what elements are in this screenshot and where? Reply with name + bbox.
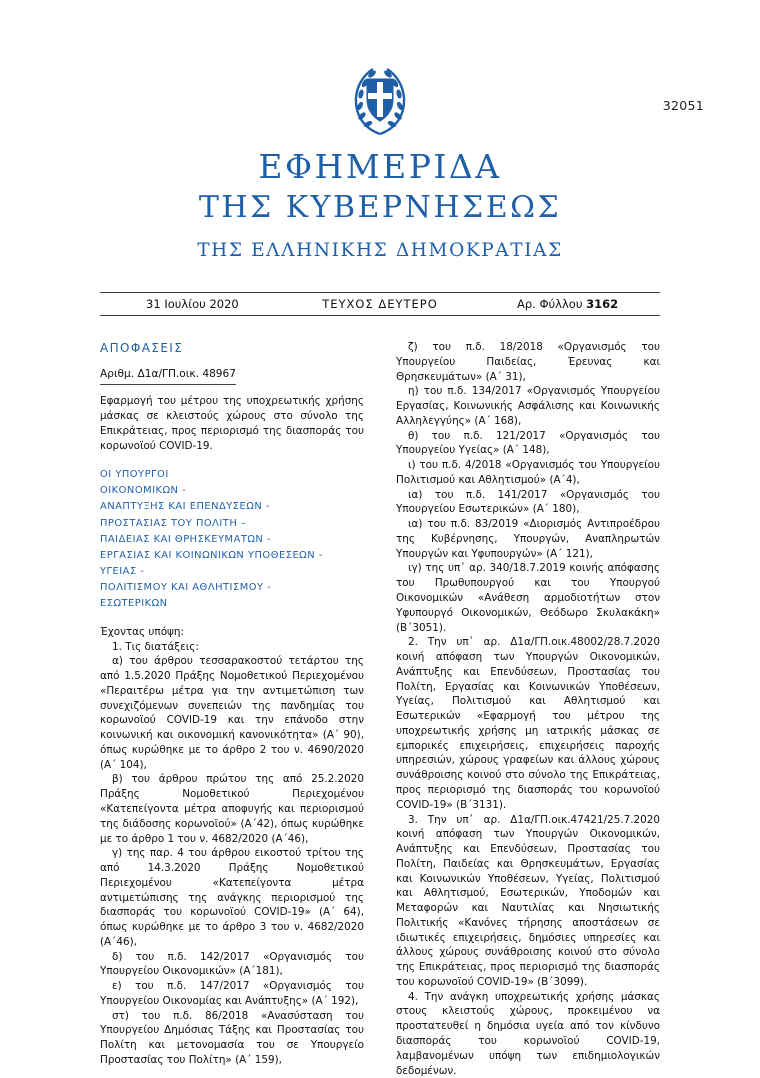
ministers-block <box>100 467 364 611</box>
paragraph: η) του π.δ. 134/2017 «Οργανισμός Υπουργείου Εργασίας, Κοινωνικής Ασφάλισης και Κοινωνικής Αλληλεγγύης» (Α΄ 168), <box>396 385 660 427</box>
ministers-line: ΠΟΛΙΤΙΣΜΟΥ ΚΑΙ ΑΘΛΗΤΙΣΜΟΥ - <box>100 581 272 593</box>
paragraph: 4. Την ανάγκη υποχρεωτικής χρήσης μάσκας στους κλειστούς χώρους, προκειμένου να προστατευθεί η δημόσια υγεία από τον κίνδυνο διασποράς του κορωνοϊού COVID-19, λαμβανομένων υπόψη των επιδημιολογικών δεδομένων. <box>396 990 660 1077</box>
ministers-line: ΑΝΑΠΤΥΞΗΣ ΚΑΙ ΕΠΕΝΔΥΣΕΩΝ - <box>100 501 270 513</box>
issue-type: ΤΕΥΧΟΣ ΔΕΥΤΕΡΟ <box>322 297 438 311</box>
paragraph: ζ) του π.δ. 18/2018 «Οργανισμός του Υπουργείου Παιδείας, Έρευνας και Θρησκευμάτων» (Α΄ 31), <box>396 341 660 383</box>
right-column <box>396 340 660 1078</box>
issue-number-label: Αρ. Φύλλου <box>517 297 583 311</box>
left-column <box>100 340 364 1078</box>
ministers-line: ΠΑΙΔΕΙΑΣ ΚΑΙ ΘΡΗΣΚΕΥΜΑΤΩΝ - <box>100 533 271 545</box>
paragraph: ε) του π.δ. 147/2017 «Οργανισμός του Υπουργείου Οικονομίας και Ανάπτυξης» (Α΄ 192), <box>100 980 364 1007</box>
paragraph: ια) του π.δ. 83/2019 «Διορισμός Αντιπροέδρου της Κυβέρνησης, Υπουργών, Αναπληρωτών Υπουργών και Υφυπουργών» (Α΄ 121), <box>396 518 660 560</box>
paragraph: γ) της παρ. 4 του άρθρου εικοστού τρίτου της από 14.3.2020 Πράξης Νομοθετικού Περιεχομένου «Κατεπείγοντα μέτρα αντιμετώπισης της ανάγκης περιορισμού της διασποράς του κορωνοϊού COVID-19» (Α΄ 64), όπως κυρώθηκε με το άρθρο 3 του ν. 4682/2020 (Α΄46), <box>100 847 364 948</box>
paragraph: Έχοντας υπόψη: <box>100 625 184 638</box>
paragraph: ι) του π.δ. 4/2018 «Οργανισμός του Υπουργείου Πολιτισμού και Αθλητισμού» (Α΄4), <box>396 459 660 486</box>
masthead <box>0 148 760 261</box>
section-title-decisions: ΑΠΟΦΑΣΕΙΣ <box>100 341 184 355</box>
issue-number <box>475 297 660 311</box>
paragraph: 3. Την υπ᾽ αρ. Δ1α/ΓΠ.οικ.47421/25.7.2020 κοινή απόφαση των Υπουργών Οικονομικών, Ανάπτυξης και Επενδύσεων, Προστασίας του Πολίτη, Παιδείας και Θρησκευμάτων, Εργασίας και Κοινωνικών Υποθέσεων, Υγείας, Πολιτισμού και Αθλητισμού, Εσωτερικών, Υποδομών και Μεταφορών και Ναυτιλίας και Νησιωτικής Πολιτικής «Κανόνες τήρησης αποστάσεων σε ιδιωτικές επιχειρήσεις, δημόσιες υπηρεσίες και άλλους χώρους συνάθροισης κοινού στο σύνολο της Επικράτειας, προς περιορισμό της διασποράς του κορωνοϊού COVID-19» (Β΄3099). <box>396 813 660 988</box>
paragraph: δ) του π.δ. 142/2017 «Οργανισμός του Υπουργείου Οικονομικών» (Α΄181), <box>100 950 364 978</box>
paragraph: ια) του π.δ. 141/2017 «Οργανισμός του Υπουργείου Εσωτερικών» (Α΄ 180), <box>396 488 660 516</box>
paragraph: 1. Τις διατάξεις: <box>112 640 199 653</box>
ministers-line: ΕΣΩΤΕΡΙΚΩΝ <box>100 597 168 609</box>
hellenic-republic-emblem <box>349 62 411 136</box>
issue-date: 31 Ιουλίου 2020 <box>146 297 239 311</box>
paragraph: β) του άρθρου πρώτου της από 25.2.2020 Πράξης Νομοθετικού Περιεχομένου «Κατεπείγοντα μέτρα αποφυγής και περιορισμού της διάδοσης κορωνοϊού» (Α΄42), όπως κυρώθηκε με το άρθρο 1 του ν. 4682/2020 (Α΄46), <box>100 773 364 845</box>
paragraph: 2. Την υπ᾽ αρ. Δ1α/ΓΠ.οικ.48002/28.7.2020 κοινή απόφαση των Υπουργών Οικονομικών, Ανάπτυξης και Επενδύσεων, Προστασίας του Πολίτη, Εργασίας και Κοινωνικών Υποθέσεων, Υγείας, Πολιτισμού και Αθλητισμού και Εσωτερικών «Εφαρμογή του μέτρου της υποχρεωτικής χρήσης μη ιατρικής μάσκας σε εμπορικές επιχειρήσεις, επιχειρήσεις παροχής υπηρεσιών, χώρους γραφείων και άλλους χώρους συνάθροισης κοινού στο σύνολο της Επικράτειας, προς περιορισμό της διασποράς του κορωνοϊού COVID-19» (Β΄3131). <box>396 636 660 811</box>
paragraph: θ) του π.δ. 121/2017 «Οργανισμός του Υπουργείου Υγείας» (Α΄ 148), <box>396 429 660 457</box>
decision-number: Αριθμ. Δ1α/ΓΠ.οικ. 48967 <box>100 367 236 385</box>
issue-number-value: 3162 <box>586 297 619 311</box>
decision-summary: Εφαρμογή του μέτρου της υποχρεωτικής χρήσης μάσκας σε κλειστούς χώρους στο σύνολο της Επικράτειας, προς περιορισμό της διασποράς του κορωνοϊού COVID-19. <box>100 395 364 453</box>
emblem-container <box>0 62 760 140</box>
body-columns <box>100 340 660 1078</box>
paragraph: α) του άρθρου τεσσαρακοστού τετάρτου της από 1.5.2020 Πράξης Νομοθετικού Περιεχομένου «Περαιτέρω μέτρα για την αντιμετώπιση των συνεχιζόμενων συνεπειών της πανδημίας του κορωνοϊού COVID-19 και την επάνοδο στην κοινωνική και οικονομική κανονικότητα» (Α΄ 90), όπως κυρώθηκε με το άρθρο 2 του ν. 4690/2020 (Α΄ 104), <box>100 655 364 771</box>
paragraph: ιγ) της υπ᾽ αρ. 340/18.7.2019 κοινής απόφασης του Πρωθυπουργού και του Υπουργού Οικονομικών «Ανάθεση αρμοδιοτήτων στον Υφυπουργό Οικονομικών, Θεόδωρο Σκυλακάκη» (Β΄3051). <box>396 562 660 634</box>
ministers-line: ΠΡΟΣΤΑΣΙΑΣ ΤΟΥ ΠΟΛΙΤΗ – <box>100 517 247 529</box>
page-number: 32051 <box>662 98 704 113</box>
masthead-line-2: ΤΗΣ ΚΥΒΕΡΝΗΣΕΩΣ <box>198 189 562 225</box>
masthead-line-3: ΤΗΣ ΕΛΛΗΝΙΚΗΣ ΔΗΜΟΚΡΑΤΙΑΣ <box>197 240 563 262</box>
masthead-line-1: ΕΦΗΜΕΡΙΔΑ <box>258 147 502 186</box>
ministers-line: ΟΙΚΟΝΟΜΙΚΩΝ - <box>100 485 187 497</box>
issue-info-bar <box>100 292 660 316</box>
ministers-line: ΟΙ ΥΠΟΥΡΓΟΙ <box>100 469 169 481</box>
ministers-line: ΥΓΕΙΑΣ - <box>100 565 145 577</box>
ministers-line: ΕΡΓΑΣΙΑΣ ΚΑΙ ΚΟΙΝΩΝΙΚΩΝ ΥΠΟΘΕΣΕΩΝ - <box>100 549 323 561</box>
paragraph: στ) του π.δ. 86/2018 «Ανασύσταση του Υπουργείου Δημόσιας Τάξης και Προστασίας του Πολίτη και μετονομασία του σε Υπουργείο Προστασίας του Πολίτη» (Α΄ 159), <box>100 1009 364 1066</box>
